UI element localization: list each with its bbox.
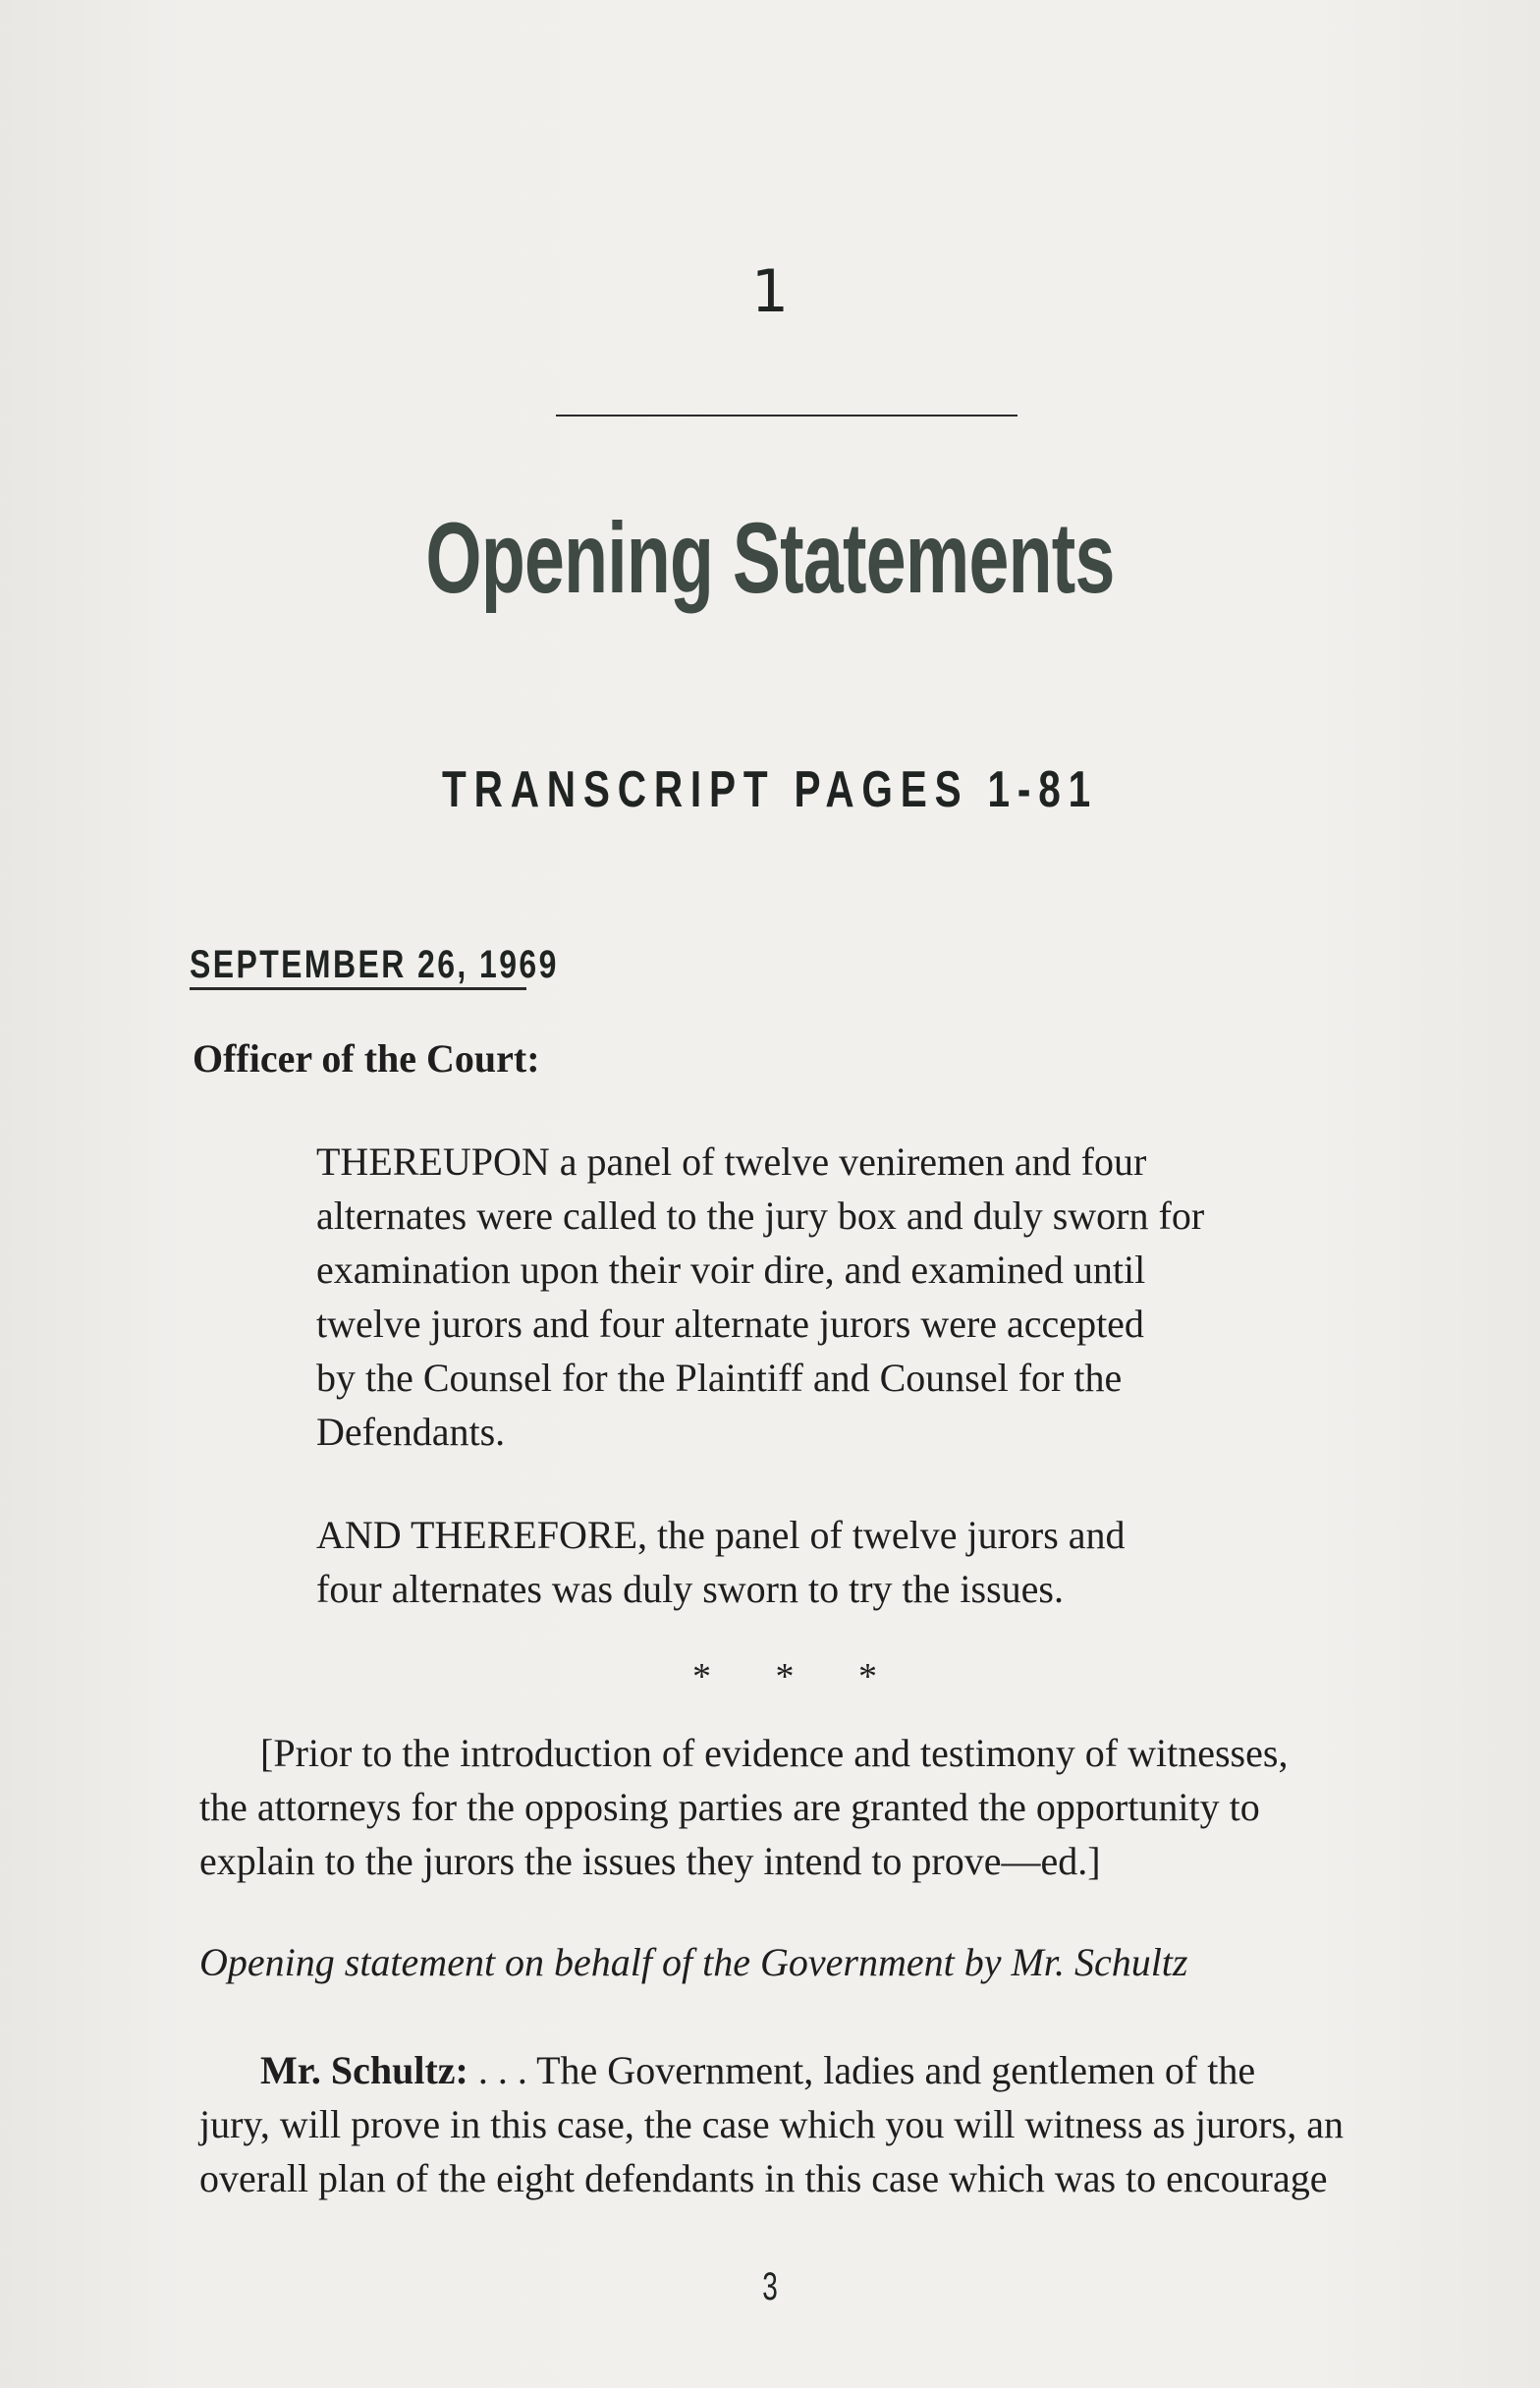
chapter-title: Opening Statements bbox=[425, 502, 1115, 614]
schultz-speech bbox=[199, 2043, 1417, 2205]
text-line: overall plan of the eight defendants in this case which was to encourage bbox=[199, 2156, 1328, 2200]
text-line: [Prior to the introduction of evidence and testimony of witnesses, bbox=[260, 1731, 1289, 1775]
text-line: twelve jurors and four alternate jurors were accepted bbox=[316, 1302, 1144, 1346]
officer-speaker-label: Officer of the Court: bbox=[192, 1036, 540, 1081]
text-line: four alternates was duly sworn to try the issues. bbox=[316, 1567, 1064, 1611]
speech-speaker: Mr. Schultz: bbox=[260, 2048, 468, 2092]
chapter-subtitle: TRANSCRIPT PAGES 1-81 bbox=[442, 761, 1098, 818]
title-divider bbox=[556, 415, 1018, 417]
text-line: examination upon their voir dire, and examined until bbox=[316, 1248, 1146, 1292]
date-underline bbox=[190, 987, 526, 990]
text-line bbox=[199, 2043, 1417, 2097]
text-line: Defendants. bbox=[316, 1410, 506, 1454]
editorial-narration bbox=[199, 1726, 1407, 1888]
statement-heading: Opening statement on behalf of the Government by Mr. Schultz bbox=[199, 1940, 1188, 1984]
session-date: SEPTEMBER 26, 1969 bbox=[190, 943, 559, 986]
text-line: alternates were called to the jury box and duly sworn for bbox=[316, 1194, 1205, 1238]
chapter-number: 1 bbox=[750, 257, 790, 326]
text-line: the attorneys for the opposing parties are granted the opportunity to bbox=[199, 1785, 1260, 1829]
page-number: 3 bbox=[762, 2265, 778, 2308]
text-line: AND THEREFORE, the panel of twelve jurors and bbox=[316, 1513, 1126, 1557]
text-line: by the Counsel for the Plaintiff and Counsel for the bbox=[316, 1356, 1123, 1400]
section-separator: * * * bbox=[692, 1656, 877, 1697]
officer-paragraph-1 bbox=[316, 1135, 1298, 1459]
officer-paragraph-2 bbox=[316, 1508, 1298, 1616]
text-line: jury, will prove in this case, the case which you will witness as jurors, an bbox=[199, 2102, 1344, 2146]
text-line: THEREUPON a panel of twelve veniremen and four bbox=[316, 1139, 1147, 1184]
text-line: explain to the jurors the issues they intend to prove—ed.] bbox=[199, 1839, 1101, 1883]
speech-text: . . . The Government, ladies and gentlemen of the bbox=[468, 2048, 1256, 2092]
